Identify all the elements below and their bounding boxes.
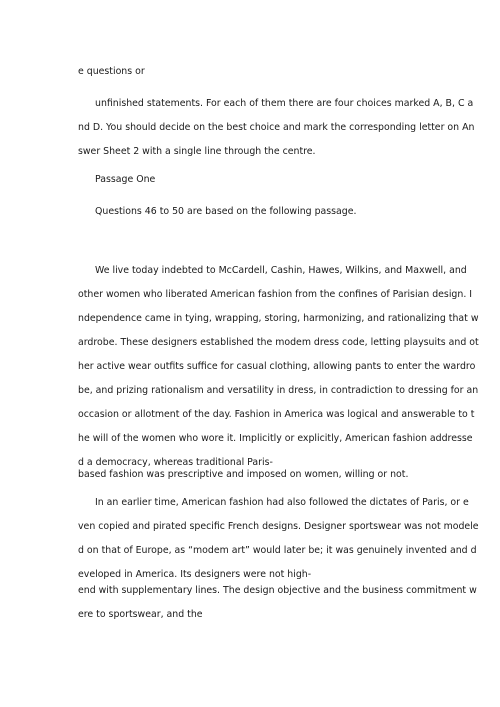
paragraph2-line: eveloped in America. Its designers were not high- [78, 569, 312, 580]
paragraph1-line: d a democracy, whereas traditional Paris- [78, 457, 273, 468]
intro-line-2: unfinished statements. For each of them there are four choices marked A, B, C a [95, 98, 474, 109]
paragraph2-line: In an earlier time, American fashion had also followed the dictates of Paris, or e [95, 497, 469, 508]
paragraph1-line: he will of the women who wore it. Implicitly or explicitly, American fashion addresse [78, 433, 473, 444]
paragraph1-line: based fashion was prescriptive and imposed on women, willing or not. [78, 469, 409, 480]
paragraph1-line: be, and prizing rationalism and versatility in dress, in contradiction to dressing for an [78, 385, 479, 396]
paragraph2-line: ven copied and pirated specific French designs. Designer sportswear was not modele [78, 521, 479, 532]
paragraph1-line: other women who liberated American fashion from the confines of Parisian design. I [78, 289, 473, 300]
paragraph1-line: occasion or allotment of the day. Fashion in America was logical and answerable to t [78, 409, 475, 420]
questions-note: Questions 46 to 50 are based on the following passage. [95, 206, 357, 217]
paragraph1-line: ndependence came in tying, wrapping, storing, harmonizing, and rationalizing that w [78, 313, 479, 324]
intro-line-3: nd D. You should decide on the best choice and mark the corresponding letter on An [78, 122, 475, 133]
passage-title: Passage One [95, 174, 156, 185]
paragraph1-line: her active wear outfits suffice for casual clothing, allowing pants to enter the wardro [78, 361, 476, 372]
intro-line-4: swer Sheet 2 with a single line through the centre. [78, 146, 316, 157]
paragraph2-line: ere to sportswear, and the [78, 609, 203, 620]
intro-line-1: e questions or [78, 66, 145, 77]
paragraph2-line: end with supplementary lines. The design objective and the business commitment w [78, 585, 477, 596]
paragraph2-line: d on that of Europe, as “modem art” would later be; it was genuinely invented and d [78, 545, 477, 556]
paragraph1-line: ardrobe. These designers established the modem dress code, letting playsuits and ot [78, 337, 479, 348]
paragraph1-line: We live today indebted to McCardell, Cashin, Hawes, Wilkins, and Maxwell, and [95, 265, 467, 276]
